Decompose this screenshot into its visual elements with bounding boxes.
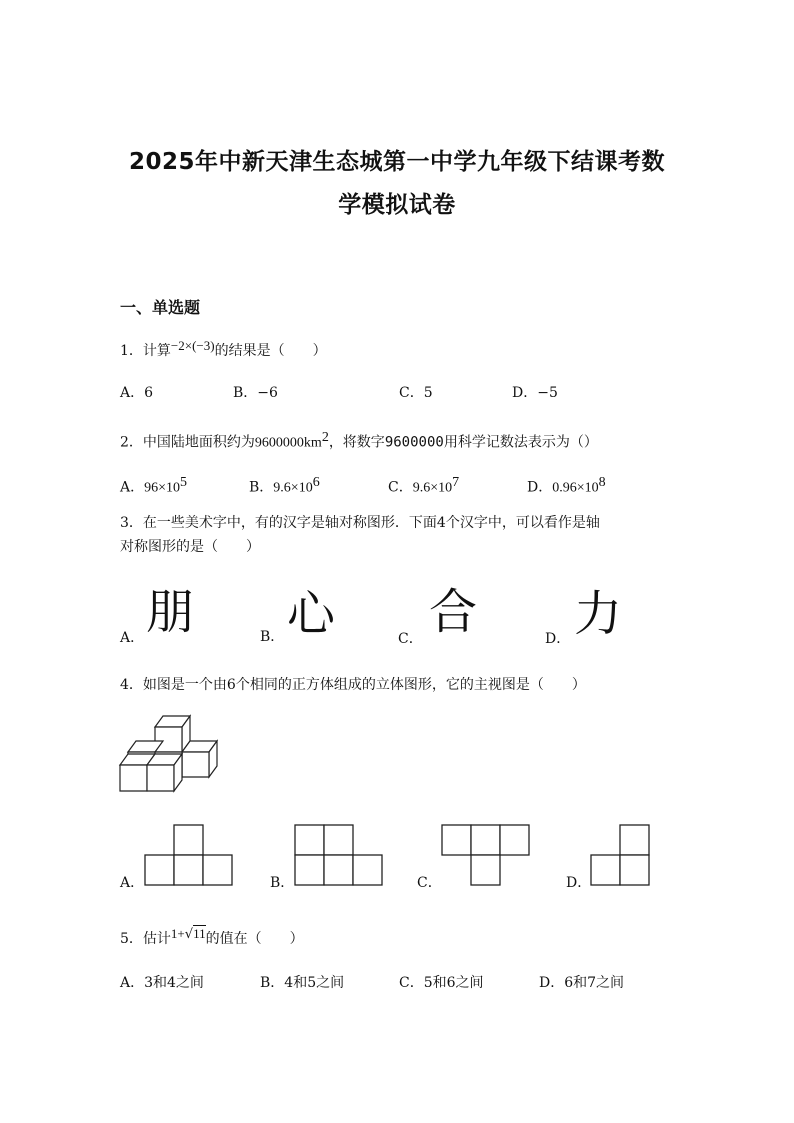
q1-option-a[interactable]: A．6 [120, 385, 154, 401]
q5-suffix: 的值在（ ） [205, 931, 304, 947]
q4-option-d-view [590, 824, 652, 886]
q5-expression-a: 1+ [170, 926, 185, 941]
q3-option-a-character: 朋 [146, 584, 195, 640]
q4-option-a-view [144, 824, 234, 886]
q2-option-a-exponent: 5 [180, 475, 188, 490]
q2-option-d[interactable] [527, 475, 606, 497]
q5-prefix: 5．估计 [120, 931, 171, 947]
q2-option-c-exponent: 7 [452, 475, 460, 490]
q5-option-c[interactable]: C．5和6之间 [399, 975, 484, 991]
question-3-line1: 3．在一些美术字中，有的汉字是轴对称图形．下面4个汉字中，可以看作是轴 [120, 515, 600, 531]
q2-option-c-mantissa: 9.6×10 [412, 480, 453, 496]
question-1 [120, 340, 327, 362]
q1-expression: −2×(−3) [170, 338, 215, 353]
q3-option-c-letter[interactable]: C． [398, 631, 423, 647]
q2-area: 9600000km [254, 435, 322, 451]
q5-option-d[interactable]: D．6和7之间 [539, 975, 625, 991]
exam-title-line2: 学模拟试卷 [338, 192, 456, 218]
q2-option-a[interactable] [120, 475, 187, 497]
question-4: 4．如图是一个由6个相同的正方体组成的立体图形，它的主视图是（ ） [120, 677, 586, 693]
q1-prefix: 1．计算 [120, 343, 171, 359]
q2-option-b-mantissa: 9.6×10 [273, 480, 313, 496]
q3-option-a-letter[interactable]: A． [120, 630, 145, 646]
q2-number: 9600000 [384, 434, 444, 451]
q5-option-a[interactable]: A．3和4之间 [120, 975, 204, 991]
q2-mid: ，将数字 [328, 434, 385, 451]
q2-option-b-exponent: 6 [312, 475, 320, 490]
q1-option-b[interactable]: B．−6 [233, 385, 278, 401]
section-heading: 一、单选题 [120, 298, 201, 317]
q1-suffix: 的结果是（ ） [214, 343, 327, 359]
q2-option-b[interactable] [249, 475, 320, 497]
q2-option-b-letter: B． [249, 479, 274, 496]
q1-option-d[interactable]: D．−5 [512, 385, 558, 401]
q2-area-exponent: 2 [321, 430, 329, 445]
question-2 [120, 427, 598, 455]
q3-option-b-character: 心 [287, 586, 336, 642]
q4-option-c-view [441, 824, 531, 886]
q3-option-d-letter[interactable]: D． [545, 631, 571, 647]
q2-option-d-letter: D． [527, 479, 553, 496]
q4-option-d-letter[interactable]: D． [566, 875, 592, 891]
q2-prefix: 2．中国陆地面积约为 [120, 434, 255, 451]
q4-option-a-letter[interactable]: A． [120, 875, 145, 891]
q2-option-c-letter: C． [388, 479, 413, 496]
q2-suffix: 用科学记数法表示为（） [443, 434, 598, 451]
question-3-line2: 对称图形的是（ ） [120, 539, 260, 555]
q2-option-a-mantissa: 96×10 [144, 480, 181, 496]
cube-solid-figure [118, 713, 220, 795]
q3-option-b-letter[interactable]: B． [260, 629, 285, 645]
question-5 [120, 928, 304, 951]
q2-option-d-mantissa: 0.96×10 [552, 480, 599, 496]
q4-option-b-view [294, 824, 384, 886]
q5-radicand: 11 [193, 926, 206, 941]
exam-title-line1: 2025年中新天津生态城第一中学九年级下结课考数 [128, 149, 665, 175]
q3-option-c-character: 合 [429, 584, 478, 640]
q5-option-b[interactable]: B．4和5之间 [260, 975, 345, 991]
sqrt-icon: √ [184, 927, 194, 942]
q4-option-b-letter[interactable]: B． [270, 875, 295, 891]
q2-option-a-letter: A． [120, 479, 145, 496]
q1-option-c[interactable]: C．5 [399, 385, 433, 401]
q2-option-c[interactable] [388, 475, 459, 497]
q3-option-d-character: 力 [574, 586, 623, 642]
q4-option-c-letter[interactable]: C． [417, 875, 442, 891]
q2-option-d-exponent: 8 [598, 475, 606, 490]
